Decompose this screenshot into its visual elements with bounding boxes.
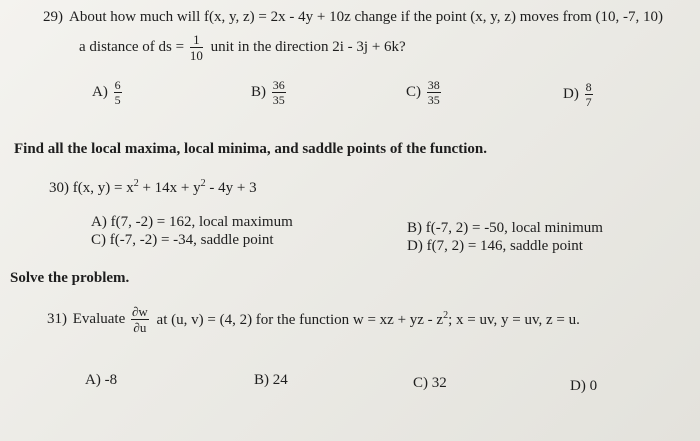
func-exp: 2: [200, 178, 206, 189]
q30-number: 30): [49, 180, 69, 196]
choice-label: A): [92, 84, 108, 100]
q29-number: 29): [43, 9, 63, 25]
frac-num: 8: [585, 80, 592, 94]
q29-line2-pre: a distance of ds =: [79, 39, 185, 55]
choice-fraction: [585, 81, 593, 108]
q29-line1: About how much will f(x, y, z) = 2x - 4y + 10z change if the point (x, y, z) moves from (10, -7, 10): [69, 9, 664, 25]
q30-choice-d: D) f(7, 2) = 146, saddle point: [407, 238, 583, 254]
choice-fraction: [272, 79, 286, 106]
q29-line2: [79, 33, 408, 62]
q29-ds-fraction: [190, 33, 203, 62]
rest-part: at (u, v) = (4, 2) for the function w = xz + yz - z: [156, 312, 444, 328]
frac-num: 36: [272, 78, 285, 92]
frac-den: 7: [585, 95, 592, 109]
section-heading-solve: Solve the problem.: [10, 270, 130, 286]
func-part: + 14x + y: [138, 180, 201, 196]
choice-label: B): [251, 84, 266, 100]
func-part: - 4y + 3: [205, 180, 257, 196]
q31-number: 31): [47, 311, 67, 327]
q29-choice-d: [563, 81, 593, 108]
q31-choice-b: B) 24: [254, 372, 288, 388]
rest-exp: 2: [443, 310, 449, 321]
q31-choice-d: D) 0: [570, 378, 598, 394]
frac-num: 38: [427, 78, 440, 92]
q29-choice-b: [251, 79, 286, 106]
func-exp: 2: [133, 178, 139, 189]
q31-partial-den: ∂u: [133, 320, 147, 335]
q29-line2-post: unit in the direction 2i - 3j + 6k?: [210, 39, 406, 55]
frac-den: 35: [272, 93, 285, 107]
q29-choice-a: [92, 79, 122, 106]
q29-choice-c: [406, 79, 441, 106]
q31-rest: [157, 310, 580, 329]
frac-den: 35: [427, 93, 440, 107]
q30-choice-a: A) f(7, -2) = 162, local maximum: [91, 214, 293, 230]
choice-label: D): [563, 86, 579, 102]
rest-part: ; x = uv, y = uv, z = u.: [448, 312, 580, 328]
q29-ds-num: 1: [190, 33, 203, 48]
q30-prompt: [49, 178, 257, 197]
q31-prompt: [47, 305, 582, 334]
q31-evaluate: Evaluate: [72, 311, 126, 327]
choice-fraction: [114, 79, 122, 106]
q30-function: [73, 180, 257, 196]
frac-num: 6: [114, 78, 121, 92]
func-part: f(x, y) = x: [72, 180, 134, 196]
q30-choice-b: B) f(-7, 2) = -50, local minimum: [407, 220, 603, 236]
q31-choice-c: C) 32: [413, 375, 447, 391]
choice-label: C): [406, 84, 421, 100]
q29-ds-den: 10: [189, 48, 203, 63]
frac-den: 5: [114, 93, 121, 107]
q31-partial-fraction: [131, 305, 149, 334]
q31-choice-a: A) -8: [85, 372, 118, 388]
section-heading-extrema: Find all the local maxima, local minima, and saddle points of the function.: [14, 141, 487, 157]
choice-fraction: [427, 79, 441, 106]
q30-choice-c: C) f(-7, -2) = -34, saddle point: [91, 232, 274, 248]
q31-partial-num: ∂w: [131, 304, 148, 319]
